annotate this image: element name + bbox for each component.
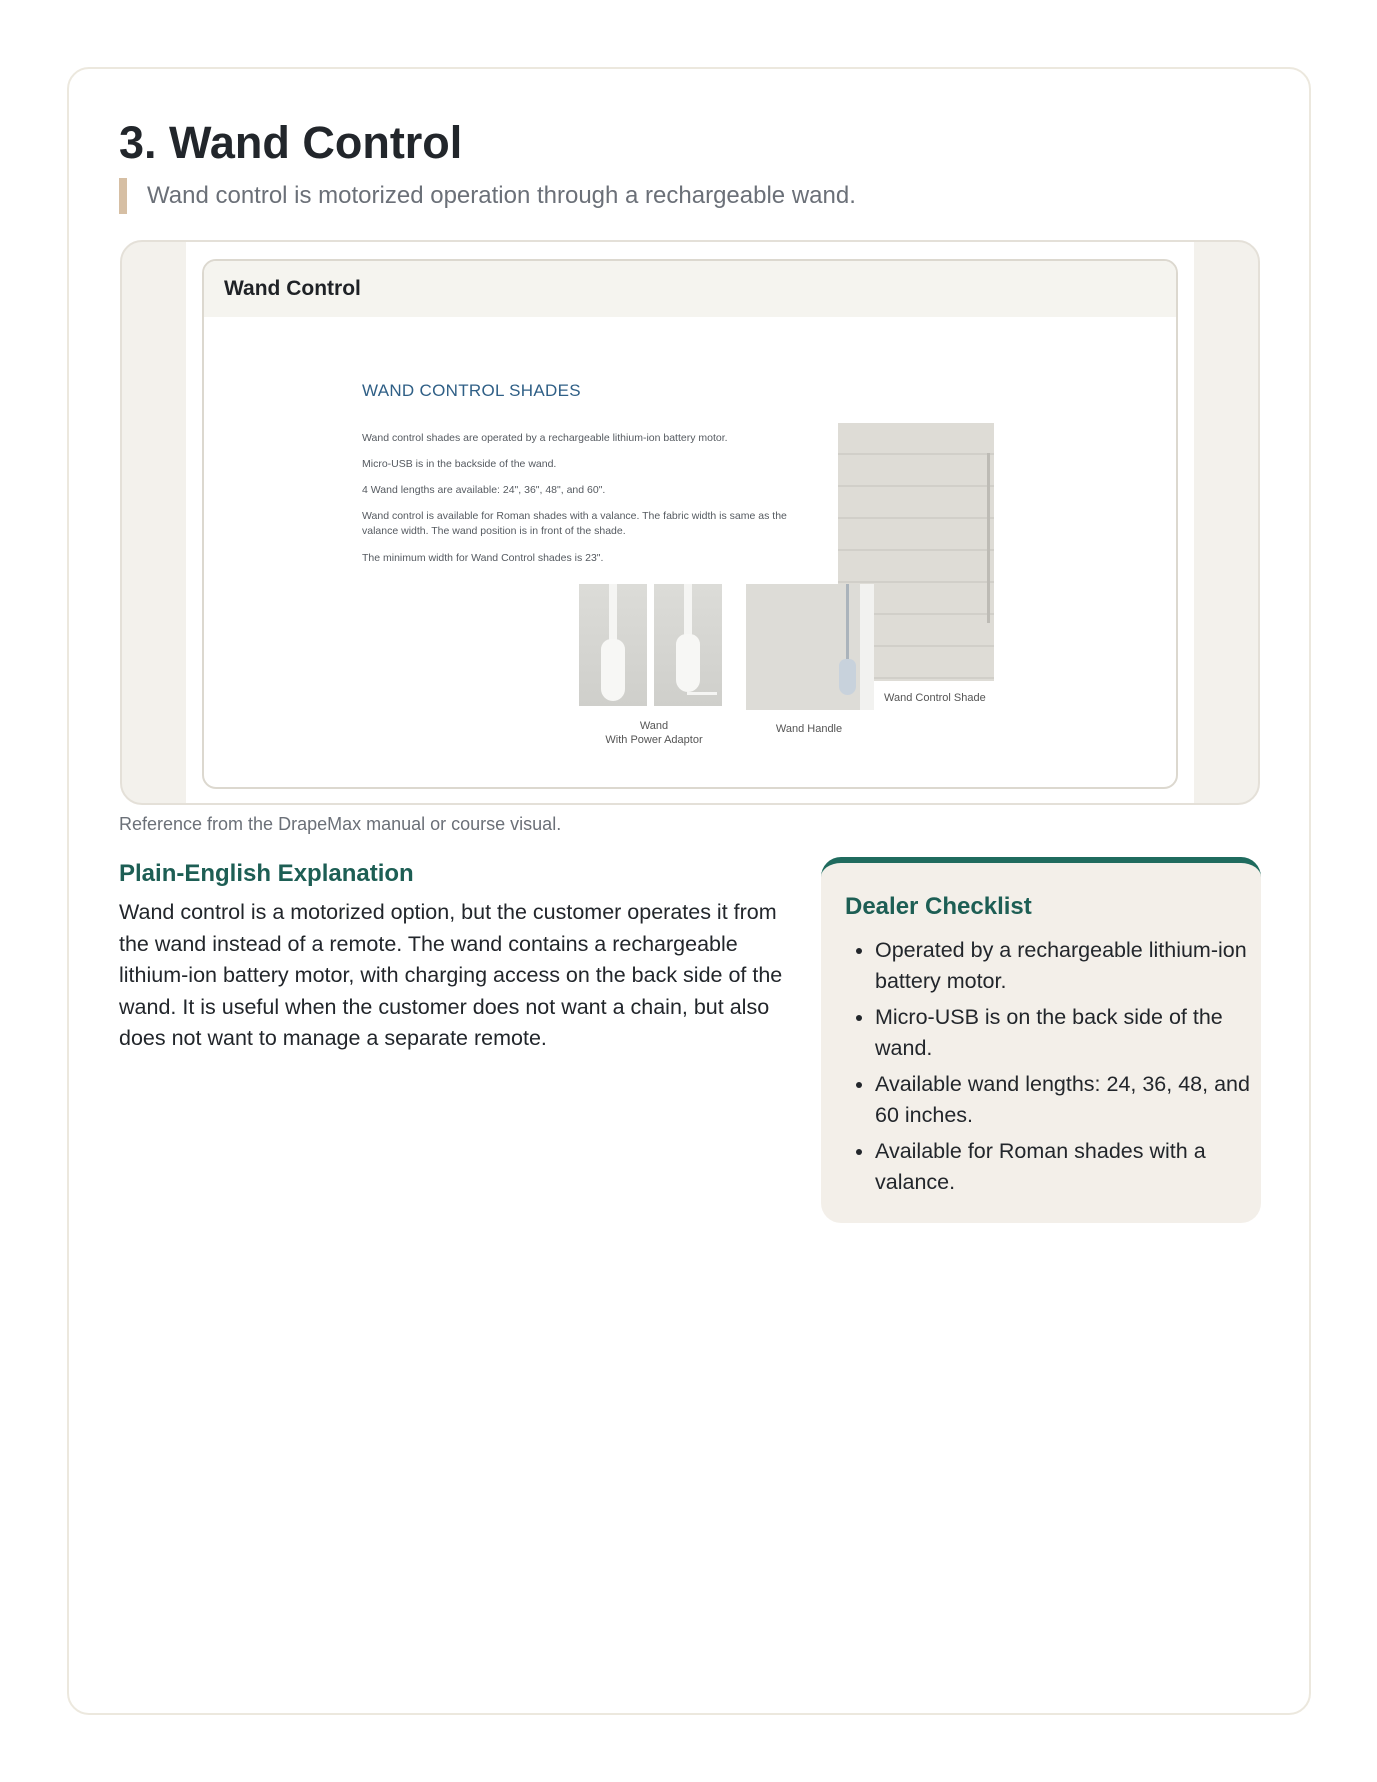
checklist-item: • Available for Roman shades with a valance.: [875, 1136, 1275, 1197]
figure-canvas: [186, 242, 1194, 805]
caption-wand-handle: Wand Handle: [775, 723, 843, 735]
dealer-checklist-card: [821, 857, 1261, 1223]
explanation-heading: Plain-English Explanation: [119, 860, 414, 887]
slide-line-2: Micro-USB is in the backside of the wand.: [362, 458, 557, 470]
wand-image-front: [579, 584, 647, 706]
explanation-text: Wand control is a motorized option, but the customer operates it from the wand instead of a remote. The wand contains a rechargeable lithium-ion battery motor, with charging access on the back side of the wand. It is useful when the customer does not want a chain, but also does not want to manage a separate remote.: [119, 900, 783, 1050]
caption-wand-control-shade: Wand Control Shade: [884, 692, 986, 704]
reference-figure: [120, 240, 1260, 805]
checklist-item: • Operated by a rechargeable lithium-ion battery motor.: [875, 935, 1275, 996]
checklist: [845, 935, 1275, 1203]
slide-header: [204, 261, 1176, 317]
slide-card: [202, 259, 1178, 789]
caption-wand-line2: With Power Adaptor: [605, 734, 703, 746]
slide-line-1: Wand control shades are operated by a rechargeable lithium-ion battery motor.: [362, 432, 728, 444]
slide-line-4: Wand control is available for Roman shades with a valance. The fabric width is same as the valance width. The wand position is in front of the shade.: [362, 510, 787, 537]
checklist-item: • Micro-USB is on the back side of the wand.: [875, 1002, 1275, 1063]
page-lede: Wand control is motorized operation through a rechargeable wand.: [119, 178, 1219, 214]
wand-image-adaptor: [654, 584, 722, 706]
caption-wand-line1: Wand: [639, 720, 669, 732]
checklist-title: Dealer Checklist: [845, 893, 1032, 920]
slide-line-5: The minimum width for Wand Control shades is 23".: [362, 552, 604, 564]
page-title: 3. Wand Control: [119, 117, 463, 168]
caption-wand: [582, 719, 726, 747]
figure-caption: Reference from the DrapeMax manual or course visual.: [119, 814, 562, 834]
slide-line-3: 4 Wand lengths are available: 24", 36", 48", and 60".: [362, 484, 606, 496]
checklist-item: • Available wand lengths: 24, 36, 48, and 60 inches.: [875, 1069, 1275, 1130]
slide-header-title: Wand Control: [224, 277, 361, 300]
slide-heading: WAND CONTROL SHADES: [362, 381, 581, 400]
wand-handle-image: [746, 584, 874, 710]
